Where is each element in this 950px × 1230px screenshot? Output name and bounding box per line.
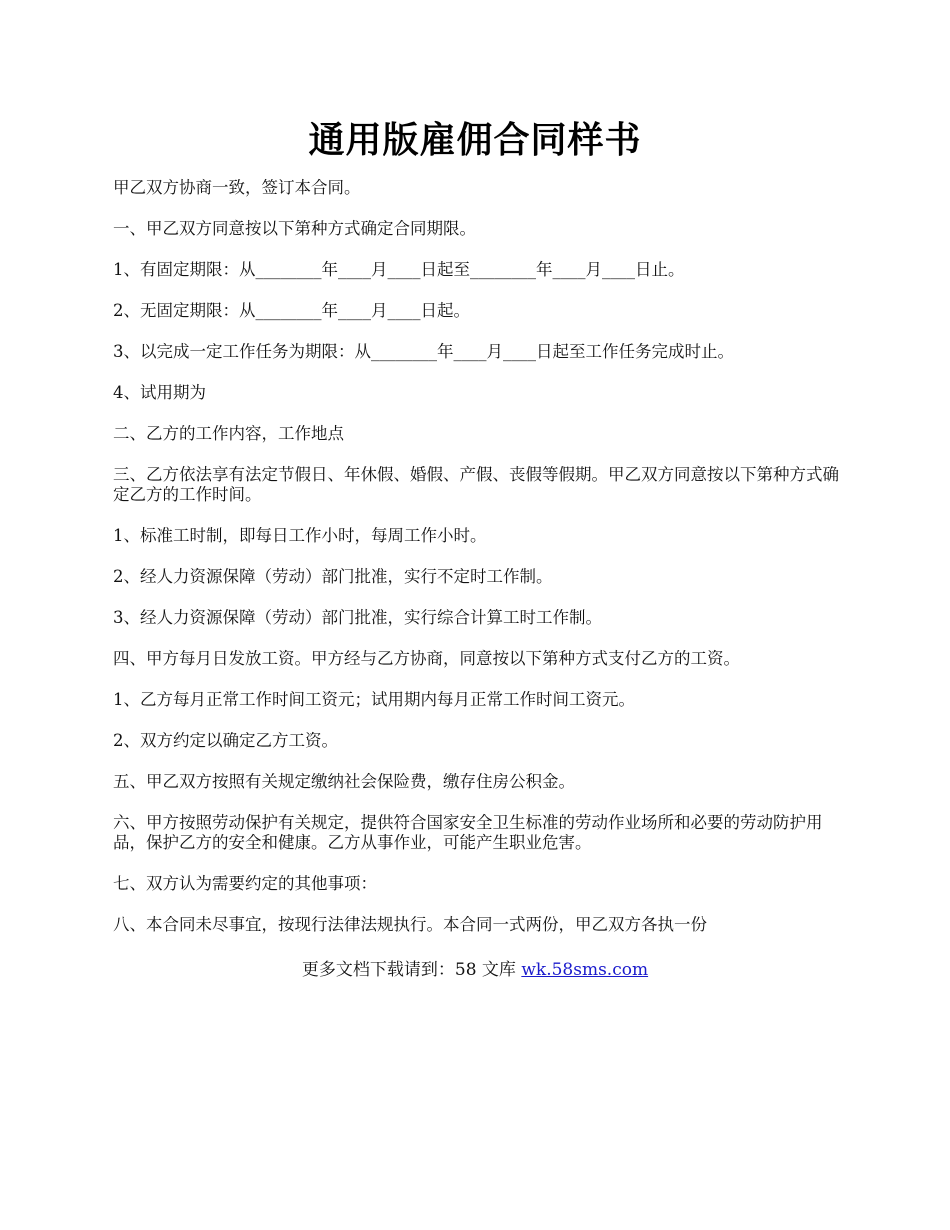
paragraph-clause-1-item-3: 3、以完成一定工作任务为期限：从________年____月____日起至工作任务完成时止。 [113,342,734,361]
paragraph-clause-8: 八、本合同未尽事宜，按现行法律法规执行。本合同一式两份，甲乙双方各执一份 [113,915,707,934]
paragraph-clause-5: 五、甲乙双方按照有关规定缴纳社会保险费，缴存住房公积金。 [113,772,575,791]
paragraph-clause-1-item-2: 2、无固定期限：从________年____月____日起。 [113,301,470,320]
paragraph-intro: 甲乙双方协商一致，签订本合同。 [113,178,361,197]
footer-prefix: 更多文档下载请到：58 文库 [301,960,522,980]
paragraph-clause-3: 三、乙方依法享有法定节假日、年休假、婚假、产假、丧假等假期。甲乙双方同意按以下第种方式确定乙方的工作时间。 [113,465,839,504]
paragraph-clause-1: 一、甲乙双方同意按以下第种方式确定合同期限。 [113,219,476,238]
paragraph-clause-1-item-1: 1、有固定期限：从________年____月____日起至________年____月____日止。 [113,260,685,279]
footer-download-note [0,955,950,980]
paragraph-clause-2: 二、乙方的工作内容，工作地点 [113,424,344,443]
paragraph-clause-4-item-2: 2、双方约定以确定乙方工资。 [113,731,338,750]
paragraph-clause-1-item-4: 4、试用期为 [113,383,206,402]
footer-link[interactable]: wk.58sms.com [521,960,649,980]
paragraph-clause-4-item-1: 1、乙方每月正常工作时间工资元；试用期内每月正常工作时间工资元。 [113,690,635,709]
paragraph-clause-3-item-2: 2、经人力资源保障（劳动）部门批准，实行不定时工作制。 [113,567,553,586]
paragraph-clause-3-item-3: 3、经人力资源保障（劳动）部门批准，实行综合计算工时工作制。 [113,608,602,627]
paragraph-clause-6: 六、甲方按照劳动保护有关规定，提供符合国家安全卫生标准的劳动作业场所和必要的劳动防护用品，保护乙方的安全和健康。乙方从事作业，可能产生职业危害。 [113,813,823,852]
document-title: 通用版雇佣合同样书 [308,119,642,161]
paragraph-clause-7: 七、双方认为需要约定的其他事项： [113,874,377,893]
paragraph-clause-4: 四、甲方每月日发放工资。甲方经与乙方协商，同意按以下第种方式支付乙方的工资。 [113,649,740,668]
document-body [113,178,843,956]
paragraph-clause-3-item-1: 1、标准工时制，即每日工作小时，每周工作小时。 [113,526,487,545]
